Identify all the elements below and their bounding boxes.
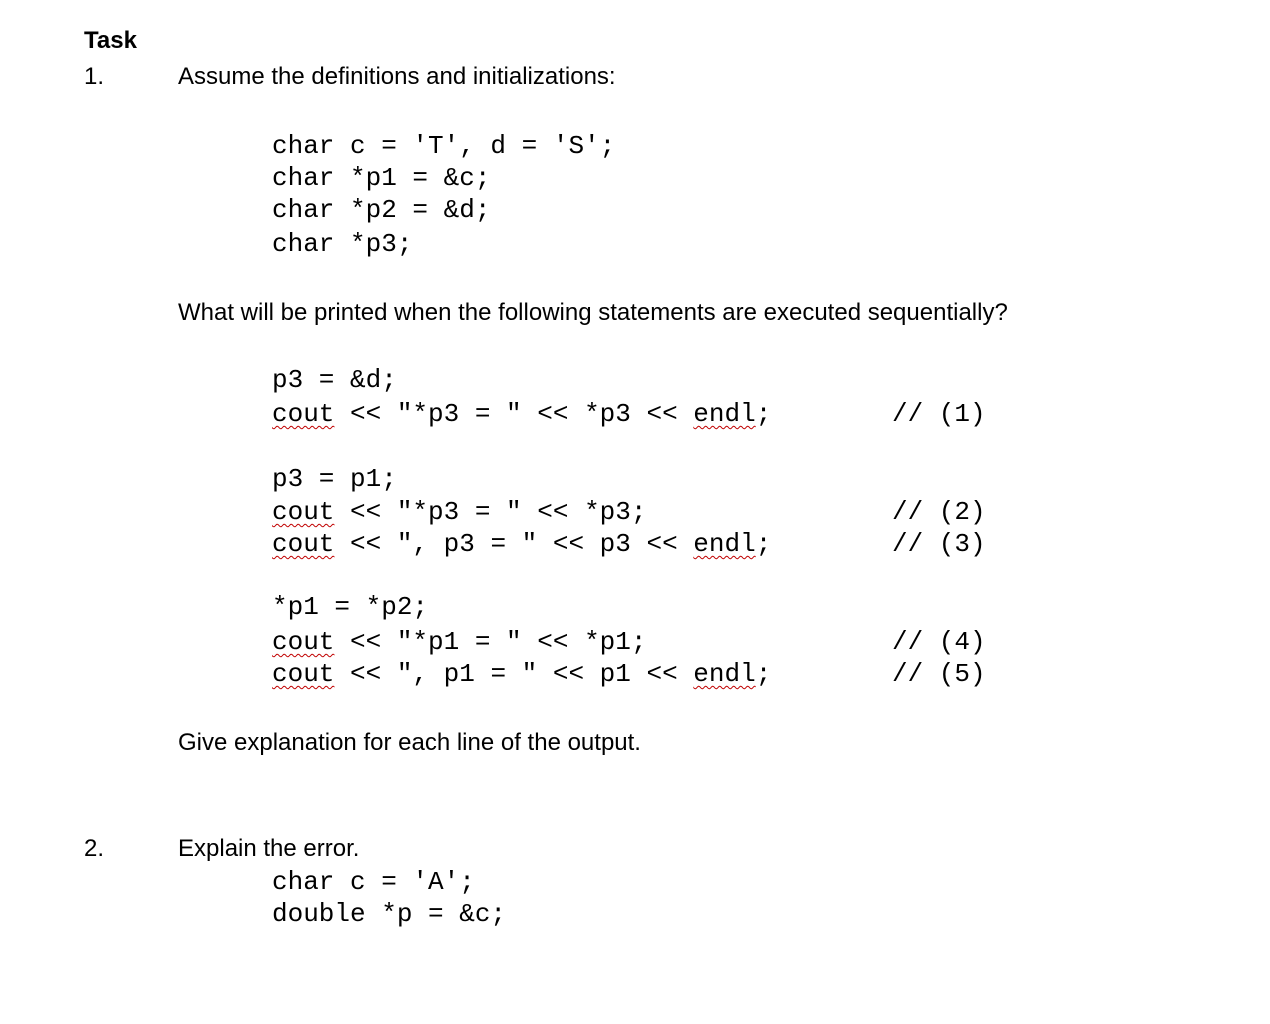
comment-3: // (3) [892,529,986,559]
definition-line-2: char *p1 = &c; [272,163,491,193]
endl-keyword: endl [693,399,756,429]
cout-keyword: cout [272,529,335,559]
task1-question: What will be printed when the following statements are executed sequentially? [178,299,1008,326]
task2-code-line-1: char c = 'A'; [272,867,475,897]
endl-keyword: endl [693,529,756,559]
cout-keyword: cout [272,497,335,527]
comment-4: // (4) [892,627,986,657]
cout-keyword: cout [272,399,335,429]
group3-cout-line-1: cout << "*p1 = " << *p1; [272,627,647,657]
definition-line-1: char c = 'T', d = 'S'; [272,131,616,161]
comment-2: // (2) [892,497,986,527]
definition-line-4: char *p3; [272,229,413,259]
task1-number: 1. [84,63,105,90]
group3-cout-line-2: cout << ", p1 = " << p1 << endl; [272,659,772,689]
task2-number: 2. [84,835,105,862]
cout-keyword: cout [272,659,335,689]
cout-keyword: cout [272,627,335,657]
definition-line-3: char *p2 = &d; [272,195,491,225]
task2-code-line-2: double *p = &c; [272,899,507,929]
group1-assign: p3 = &d; [272,365,397,395]
group2-assign: p3 = p1; [272,464,397,494]
task1-intro: Assume the definitions and initializations: [178,63,616,90]
group1-cout-line: cout << "*p3 = " << *p3 << endl; [272,399,772,429]
comment-1: // (1) [892,399,986,429]
task1-explain: Give explanation for each line of the output. [178,729,641,756]
task2-title: Explain the error. [178,835,360,862]
group2-cout-line-1: cout << "*p3 = " << *p3; [272,497,647,527]
group3-assign: *p1 = *p2; [272,592,429,622]
group2-cout-line-2: cout << ", p3 = " << p3 << endl; [272,529,772,559]
comment-5: // (5) [892,659,986,689]
endl-keyword: endl [693,659,756,689]
page-heading: Task [84,27,137,54]
